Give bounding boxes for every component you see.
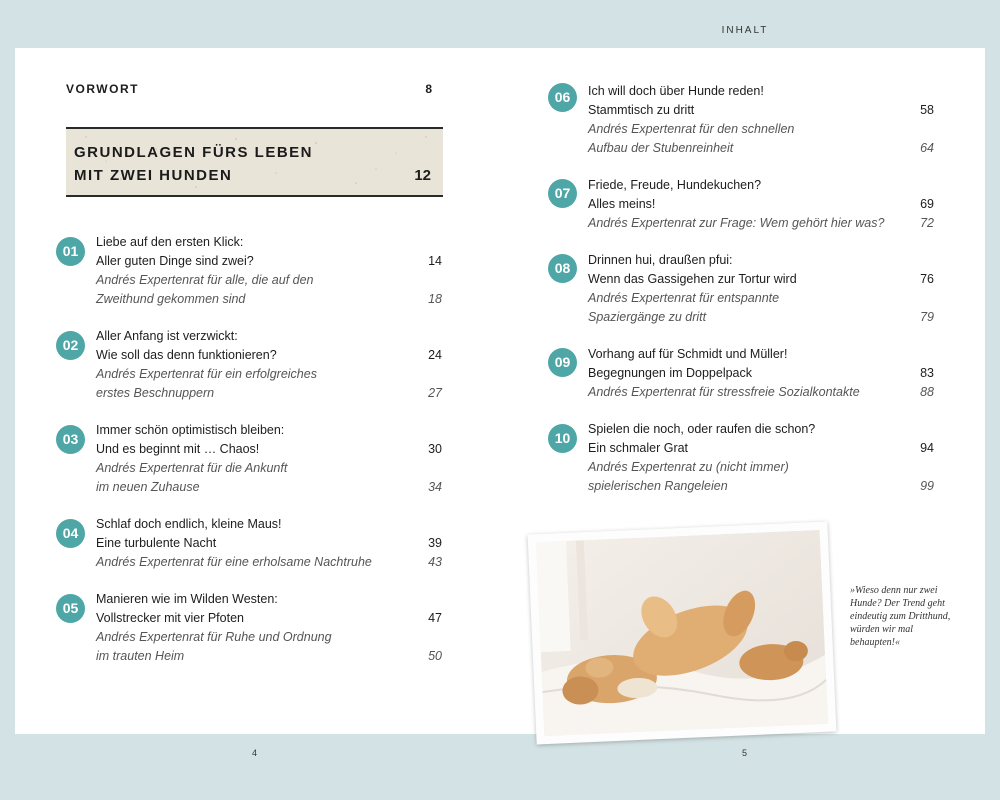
preface-page: 8 [425,82,432,96]
chapter-title-line: Drinnen hui, draußen pfui: [588,253,733,267]
section-title-line1: GRUNDLAGEN FÜRS LEBEN [74,144,314,161]
expert-advice-line: Andrés Expertenrat für die Ankunft [96,461,288,475]
dogs-photo [528,522,837,745]
dogs-photo-illustration [536,530,828,736]
page-number: 14 [428,254,442,268]
paper-texture [66,129,443,195]
page-number: 83 [920,366,934,380]
page-number: 88 [920,385,934,399]
page-number: 99 [920,479,934,493]
chapter-title-line: Vorhang auf für Schmidt und Müller! [588,347,788,361]
expert-advice-line: spielerischen Rangeleien 99 [588,477,934,496]
chapter-title-line: Friede, Freude, Hundekuchen? [588,178,762,192]
chapter-title-line: Ich will doch über Hunde reden! [588,84,764,98]
preface-entry [66,82,432,96]
expert-advice-line: Andrés Expertenrat für ein erfolgreiches [96,367,317,381]
page-number: 58 [920,103,934,117]
section-page: 12 [414,167,431,184]
page-number: 34 [428,480,442,494]
expert-advice-line: Andrés Expertenrat für den schnellen [588,122,795,136]
page-number: 72 [920,216,934,230]
page-number: 64 [920,141,934,155]
page-number: 50 [428,649,442,663]
page-number: 69 [920,197,934,211]
chapter-number-badge: 05 [56,594,85,623]
expert-advice-line: Andrés Expertenrat für entspannte [588,291,780,305]
page-number: 43 [428,555,442,569]
chapter-number-badge: 03 [56,425,85,454]
chapter-number-badge: 07 [548,179,577,208]
chapter-title-line: Liebe auf den ersten Klick: [96,235,244,249]
section-heading [66,127,443,197]
chapter-subtitle-line: Aller guten Dinge sind zwei? 14 [96,252,442,271]
chapter-title-line: Manieren wie im Wilden Westen: [96,592,278,606]
page-number: 47 [428,611,442,625]
chapter-07 [548,176,948,256]
chapter-number-badge: 04 [56,519,85,548]
expert-advice-line: Spaziergänge zu dritt 79 [588,308,934,327]
chapter-09 [548,345,948,425]
expert-advice-line: Andrés Expertenrat für stressfreie Sozialkontakte 88 [588,383,934,402]
chapter-number-badge: 10 [548,424,577,453]
expert-advice-line: im neuen Zuhause 34 [96,478,442,497]
chapter-10 [548,420,948,500]
chapter-subtitle-line: Wie soll das denn funktionieren? 24 [96,346,442,365]
chapter-title-line: Schlaf doch endlich, kleine Maus! [96,517,282,531]
expert-advice-line: Andrés Expertenrat für alle, die auf den [96,273,314,287]
chapter-number-badge: 01 [56,237,85,266]
chapter-03 [56,421,456,501]
preface-label: VORWORT [66,82,139,96]
page-number: 27 [428,386,442,400]
chapter-subtitle-line: Vollstrecker mit vier Pfoten 47 [96,609,442,628]
chapter-02 [56,327,456,407]
chapter-04 [56,515,456,595]
pull-quote: »Wieso denn nur zwei Hunde? Der Trend geht eindeutig zum Dritthund, würden wir mal behaupten!« [850,585,951,648]
expert-advice-line: Andrés Expertenrat für eine erholsame Nachtruhe 43 [96,553,442,572]
expert-advice-line: Andrés Expertenrat zur Frage: Wem gehört hier was? 72 [588,214,934,233]
page-number: 18 [428,292,442,306]
chapter-title-line: Aller Anfang ist verzwickt: [96,329,238,343]
chapter-subtitle-line: Wenn das Gassigehen zur Tortur wird 76 [588,270,934,289]
page-number: 76 [920,272,934,286]
chapter-subtitle-line: Und es beginnt mit … Chaos! 30 [96,440,442,459]
chapter-title-line: Spielen die noch, oder raufen die schon? [588,422,816,436]
expert-advice-line: Aufbau der Stubenreinheit 64 [588,139,934,158]
chapter-number-badge: 02 [56,331,85,360]
chapter-06 [548,82,948,162]
chapter-subtitle-line: Ein schmaler Grat 94 [588,439,934,458]
expert-advice-line: im trauten Heim 50 [96,647,442,666]
page-number-left: 4 [252,748,258,758]
page-number: 24 [428,348,442,362]
chapter-01 [56,233,456,313]
page-number: 79 [920,310,934,324]
running-head: INHALT [721,25,769,36]
expert-advice-line: Andrés Expertenrat zu (nicht immer) [588,460,789,474]
chapter-number-badge: 09 [548,348,577,377]
page-number: 39 [428,536,442,550]
chapter-05 [56,590,456,670]
page-number: 30 [428,442,442,456]
section-title-line2: MIT ZWEI HUNDEN [74,167,233,184]
expert-advice-line: erstes Beschnuppern 27 [96,384,442,403]
chapter-subtitle-line: Eine turbulente Nacht 39 [96,534,442,553]
chapter-subtitle-line: Begegnungen im Doppelpack 83 [588,364,934,383]
page-number-right: 5 [742,748,748,758]
chapter-number-badge: 08 [548,254,577,283]
expert-advice-line: Zweithund gekommen sind 18 [96,290,442,309]
chapter-subtitle-line: Stammtisch zu dritt 58 [588,101,934,120]
chapter-title-line: Immer schön optimistisch bleiben: [96,423,285,437]
expert-advice-line: Andrés Expertenrat für Ruhe und Ordnung [96,630,332,644]
chapter-subtitle-line: Alles meins! 69 [588,195,934,214]
page-number: 94 [920,441,934,455]
chapter-08 [548,251,948,331]
chapter-number-badge: 06 [548,83,577,112]
